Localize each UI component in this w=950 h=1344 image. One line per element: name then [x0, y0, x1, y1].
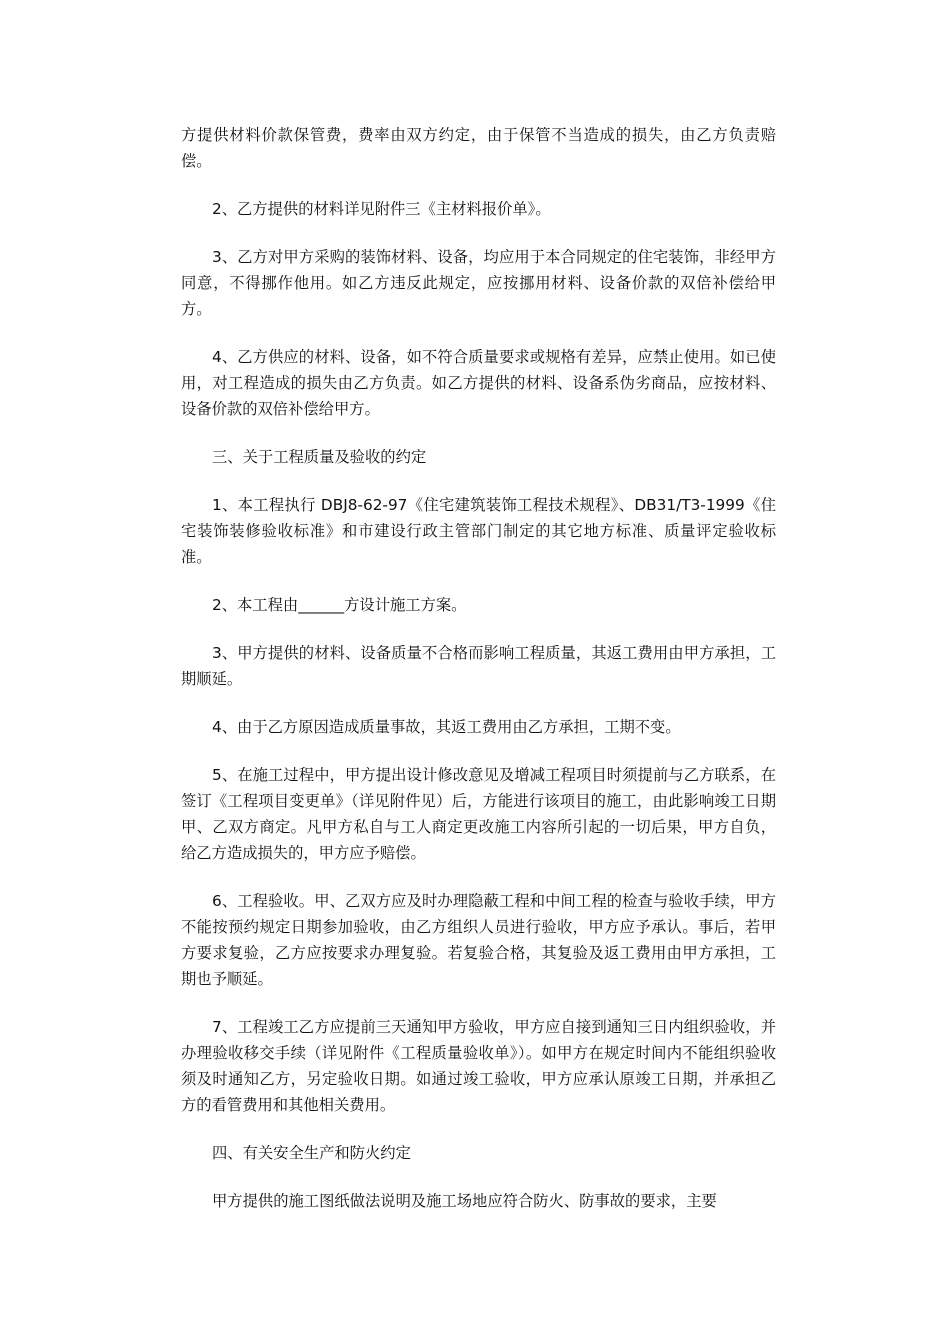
paragraph-clause-4-materials: 4、乙方供应的材料、设备，如不符合质量要求或规格有差异，应禁止使用。如已使用，对工程造成的损失由乙方负责。如乙方提供的材料、设备系伪劣商品，应按材料、设备价款的双倍补偿给甲方。	[181, 348, 776, 418]
paragraph-quality-1: 1、本工程执行 DBJ8-62-97《住宅建筑装饰工程技术规程》、DB31/T3-1999《住宅装饰装修验收标准》和市建设行政主管部门制定的其它地方标准、质量评定验收标准。	[181, 496, 776, 566]
paragraph-quality-5: 5、在施工过程中，甲方提出设计修改意见及增减工程项目时须提前与乙方联系，在签订《工程项目变更单》（详见附件见）后，方能进行该项目的施工，由此影响竣工日期甲、乙双方商定。凡甲方私自与工人商定更改施工内容所引起的一切后果，甲方自负，给乙方造成损失的，甲方应予赔偿。	[181, 766, 776, 862]
document-page	[181, 122, 776, 1236]
paragraph-clause-2-materials: 2、乙方提供的材料详见附件三《主材料报价单》。	[212, 200, 551, 218]
paragraph-clause-3-materials: 3、乙方对甲方采购的装饰材料、设备，均应用于本合同规定的住宅装饰，非经甲方同意，不得挪作他用。如乙方违反此规定，应按挪用材料、设备价款的双倍补偿给甲方。	[181, 248, 776, 318]
paragraph-quality-2: 2、本工程由______方设计施工方案。	[212, 596, 467, 614]
paragraph-safety-1: 甲方提供的施工图纸做法说明及施工场地应符合防火、防事故的要求，主要	[212, 1192, 717, 1210]
section-heading-quality: 三、关于工程质量及验收的约定	[212, 448, 427, 466]
paragraph-quality-6: 6、工程验收。甲、乙双方应及时办理隐蔽工程和中间工程的检查与验收手续，甲方不能按预约规定日期参加验收，由乙方组织人员进行验收，甲方应予承认。事后，若甲方要求复验，乙方应按要求办理复验。若复验合格，其复验及返工费用由甲方承担，工期也予顺延。	[181, 892, 776, 988]
section-heading-safety: 四、有关安全生产和防火约定	[212, 1144, 411, 1162]
paragraph-quality-7: 7、工程竣工乙方应提前三天通知甲方验收，甲方应自接到通知三日内组织验收，并办理验收移交手续（详见附件《工程质量验收单》）。如甲方在规定时间内不能组织验收须及时通知乙方，另定验收日期。如通过竣工验收，甲方应承认原竣工日期，并承担乙方的看管费用和其他相关费用。	[181, 1018, 776, 1114]
paragraph-quality-4: 4、由于乙方原因造成质量事故，其返工费用由乙方承担，工期不变。	[212, 718, 681, 736]
paragraph-quality-3: 3、甲方提供的材料、设备质量不合格而影响工程质量，其返工费用由甲方承担，工期顺延。	[181, 644, 776, 688]
paragraph-storage-fee: 方提供材料价款保管费，费率由双方约定，由于保管不当造成的损失，由乙方负责赔偿。	[181, 126, 776, 170]
